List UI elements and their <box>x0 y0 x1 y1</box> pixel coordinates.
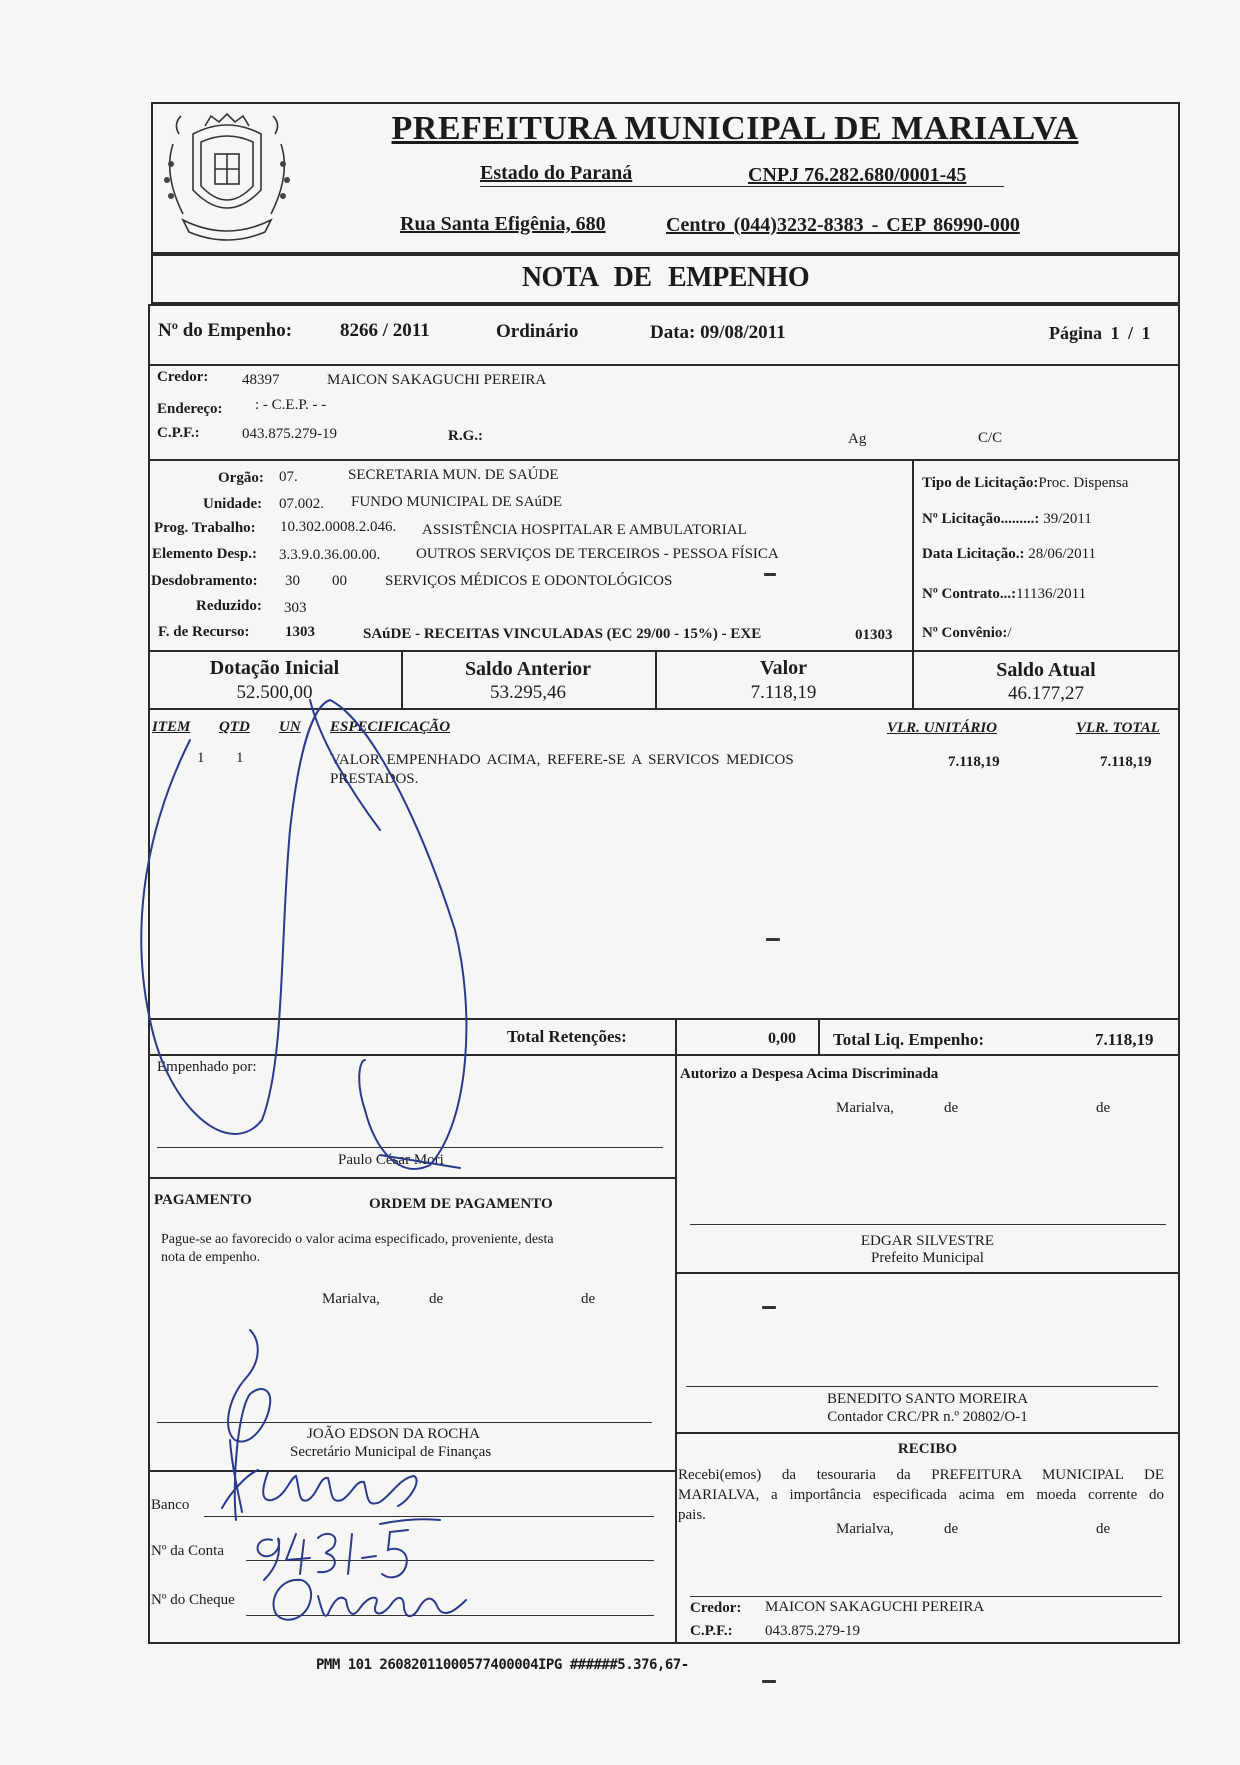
item-unit-value: 7.118,19 <box>948 754 1000 770</box>
recibo-de1: de <box>944 1521 959 1537</box>
pagamento-de1: de <box>429 1291 444 1307</box>
unidade-name: FUNDO MUNICIPAL DE SAúDE <box>351 494 562 510</box>
orgao-code: 07. <box>279 469 298 485</box>
cpf-value: 043.875.279-19 <box>242 426 337 442</box>
saldo-atual-label: Saldo Atual <box>996 659 1096 681</box>
state-label: Estado do Paraná <box>480 162 633 184</box>
municipality-title: PREFEITURA MUNICIPAL DE MARIALVA <box>391 110 1079 147</box>
prog-name: ASSISTÊNCIA HOSPITALAR E AMBULATORIAL <box>422 522 747 538</box>
retencoes-value: 0,00 <box>768 1030 796 1047</box>
item-spec-line2: PRESTADOS. <box>330 771 419 787</box>
page-number: Página 1 / 1 <box>1049 323 1151 343</box>
credor-code: 48397 <box>242 372 280 388</box>
col-qtd-header: QTD <box>219 719 250 735</box>
empenho-type: Ordinário <box>496 321 579 342</box>
saldo-anterior-value: 53.295,46 <box>490 682 566 703</box>
footer-code: PMM 101 26082011000577400004IPG ######5.376,67- <box>316 1657 689 1673</box>
elemento-code: 3.3.9.0.36.00.00. <box>279 547 381 563</box>
prog-label: Prog. Trabalho: <box>154 520 256 536</box>
licitacao-number: Nº Licitação.........: 39/2011 <box>922 511 1092 527</box>
conta-label: Nº da Conta <box>151 1543 224 1559</box>
total-liq-label: Total Liq. Empenho: <box>833 1030 984 1049</box>
pagamento-label: PAGAMENTO <box>154 1192 252 1208</box>
orgao-name: SECRETARIA MUN. DE SAÚDE <box>348 467 559 483</box>
recurso-num: 01303 <box>855 627 893 643</box>
doc-title: NOTA DE EMPENHO <box>521 262 810 293</box>
secretario-role: Secretário Municipal de Finanças <box>290 1444 492 1460</box>
col-item-header: ITEM <box>152 719 191 735</box>
saldo-anterior-label: Saldo Anterior <box>464 658 592 680</box>
col-unit-header: VLR. UNITÁRIO <box>887 720 998 736</box>
desdobramento-label: Desdobramento: <box>151 573 258 589</box>
address-field-label: Endereço: <box>157 401 223 417</box>
col-un-header: UN <box>279 719 301 735</box>
ordem-pagamento-title: ORDEM DE PAGAMENTO <box>369 1196 553 1212</box>
address-field-value: : - C.E.P. - - <box>255 397 327 413</box>
state-underline <box>480 186 1004 187</box>
recibo-text-line3: pais. <box>678 1507 706 1523</box>
contract-number: Nº Contrato...:11136/2011 <box>922 586 1087 602</box>
licitacao-date: Data Licitação.: 28/06/2011 <box>922 546 1097 562</box>
credor-name: MAICON SAKAGUCHI PEREIRA <box>327 372 547 388</box>
valor-label: Valor <box>759 657 808 679</box>
item-number: 1 <box>197 750 205 766</box>
autorizo-title: Autorizo a Despesa Acima Discriminada <box>680 1066 939 1082</box>
licitacao-type-label: Tipo de Licitação:Proc. Dispensa <box>922 475 1129 491</box>
empenho-date: Data: 09/08/2011 <box>650 322 786 343</box>
cheque-label: Nº do Cheque <box>151 1592 235 1608</box>
address-label: Rua Santa Efigênia, 680 <box>400 213 606 235</box>
recurso-label: F. de Recurso: <box>158 624 250 640</box>
empenho-number: 8266 / 2011 <box>340 320 430 341</box>
empenhado-label: Empenhado por: <box>157 1059 257 1075</box>
agency-label: Ag <box>848 431 867 447</box>
unidade-label: Unidade: <box>203 496 263 512</box>
item-qtd: 1 <box>236 750 244 766</box>
autorizo-de1: de <box>944 1100 959 1116</box>
item-total-value: 7.118,19 <box>1100 754 1152 770</box>
recibo-credor-label: Credor: <box>690 1600 742 1616</box>
autorizo-de2: de <box>1096 1100 1111 1116</box>
secretario-name: JOÃO EDSON DA ROCHA <box>307 1426 480 1442</box>
col-espec-header: ESPECIFICAÇÃO <box>330 719 451 735</box>
pagamento-text-line1: Pague-se ao favorecido o valor acima especificado, proveniente, desta <box>161 1232 554 1247</box>
recibo-cpf-label: C.P.F.: <box>690 1623 733 1639</box>
recurso-name: SAúDE - RECEITAS VINCULADAS (EC 29/00 - 15%) - EXE <box>363 626 762 642</box>
recibo-credor-name: MAICON SAKAGUCHI PEREIRA <box>765 1599 985 1615</box>
mayor-role: Prefeito Municipal <box>871 1250 984 1266</box>
account-label: C/C <box>978 430 1003 446</box>
pagamento-text-line2: nota de empenho. <box>161 1250 261 1265</box>
convenio-number: Nº Convênio:/ <box>922 625 1012 641</box>
dotacao-inicial-value: 52.500,00 <box>236 682 313 703</box>
contador-role: Contador CRC/PR n.º 20802/O-1 <box>827 1409 1028 1425</box>
retencoes-label: Total Retenções: <box>507 1027 627 1046</box>
orgao-label: Orgão: <box>218 470 264 486</box>
dotacao-inicial-label: Dotação Inicial <box>209 657 340 679</box>
coat-of-arms-icon <box>153 104 301 252</box>
empenhado-name: Paulo César Mori <box>338 1152 444 1168</box>
saldo-atual-value: 46.177,27 <box>1008 683 1084 704</box>
mayor-name: EDGAR SILVESTRE <box>860 1233 995 1249</box>
col-total-header: VLR. TOTAL <box>1076 720 1160 736</box>
unidade-code: 07.002. <box>279 496 324 512</box>
desdobramento-code2: 00 <box>332 573 347 589</box>
desdobramento-name: SERVIÇOS MÉDICOS E ODONTOLÓGICOS <box>385 573 673 589</box>
pagamento-de2: de <box>581 1291 596 1307</box>
banco-label: Banco <box>151 1497 190 1513</box>
recibo-city: Marialva, <box>836 1521 894 1537</box>
recibo-de2: de <box>1096 1521 1111 1537</box>
recibo-title: RECIBO <box>897 1441 958 1457</box>
cnpj-label: CNPJ 76.282.680/0001-45 <box>748 164 967 186</box>
valor-value: 7.118,19 <box>750 682 817 703</box>
prog-code: 10.302.0008.2.046. <box>280 519 397 535</box>
recibo-text-line1: Recebi(emos) da tesouraria da PREFEITURA MUNICIPAL DE <box>678 1467 1164 1483</box>
recurso-code: 1303 <box>285 624 315 640</box>
cpf-label: C.P.F.: <box>157 425 200 441</box>
rg-label: R.G.: <box>448 428 483 444</box>
phone-cep-label: Centro (044)3232-8383 - CEP 86990-000 <box>666 214 1020 236</box>
recibo-cpf-value: 043.875.279-19 <box>765 1623 860 1639</box>
credor-label: Credor: <box>157 369 209 385</box>
pagamento-city: Marialva, <box>322 1291 380 1307</box>
reduzido-label: Reduzido: <box>196 598 262 614</box>
contador-name: BENEDITO SANTO MOREIRA <box>826 1391 1029 1407</box>
reduzido-value: 303 <box>284 600 307 616</box>
item-spec-line1: VALOR EMPENHADO ACIMA, REFERE-SE A SERVICOS MEDICOS <box>330 752 794 768</box>
desdobramento-code1: 30 <box>285 573 300 589</box>
empenho-number-label: Nº do Empenho: <box>158 320 293 341</box>
recibo-text-line2: MARIALVA, a importância especificada acima em moeda corrente do <box>678 1487 1164 1503</box>
total-liq-value: 7.118,19 <box>1095 1030 1154 1049</box>
elemento-label: Elemento Desp.: <box>152 546 257 562</box>
autorizo-city: Marialva, <box>836 1100 894 1116</box>
elemento-name: OUTROS SERVIÇOS DE TERCEIROS - PESSOA FÍSICA <box>416 546 779 562</box>
